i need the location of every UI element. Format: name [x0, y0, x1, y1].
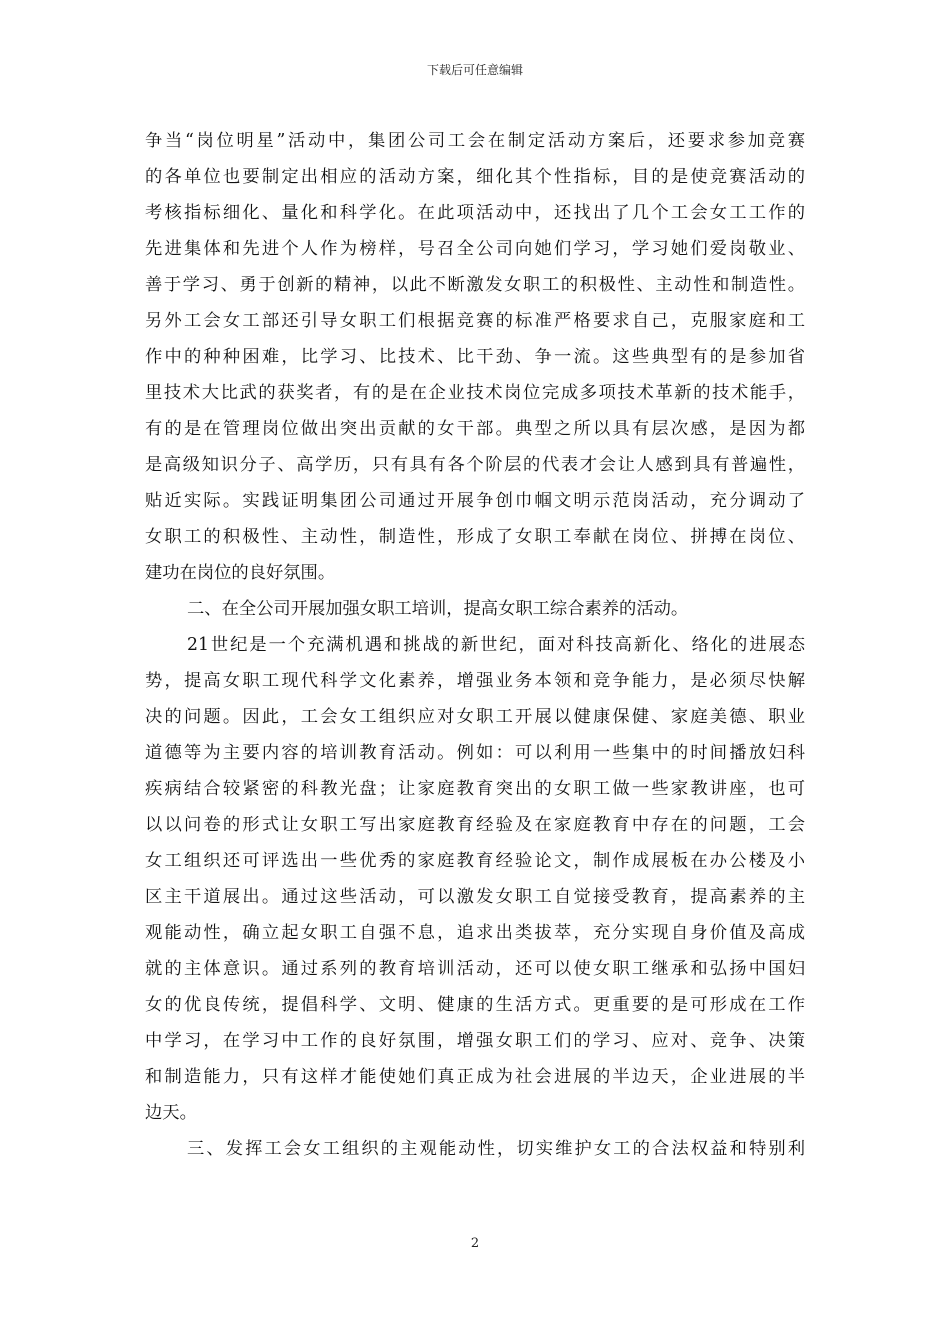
text-line: 女职工的积极性、主动性，制造性，形成了女职工奉献在岗位、拼搏在岗位、 — [145, 527, 805, 547]
text-line: 有的是在管理岗位做出突出贡献的女干部。典型之所以具有层次感，是因为都 — [145, 419, 805, 439]
section-heading: 二、在全公司开展加强女职工培训，提高女职工综合素养的活动。 — [187, 599, 689, 619]
page-number: 2 — [470, 1236, 480, 1251]
text-line: 善于学习、勇于创新的精神，以此不断激发女职工的积极性、主动性和制造性。 — [145, 275, 805, 295]
text-line: 势，提高女职工现代科学文化素养，增强业务本领和竞争能力，是必须尽快解 — [145, 671, 805, 691]
text-line: 区主干道展出。通过这些活动，可以激发女职工自觉接受教育，提高素养的主 — [145, 887, 805, 907]
text-line: 观能动性，确立起女职工自强不息，追求出类拔萃，充分实现自身价值及高成 — [145, 923, 805, 943]
text-line: 和制造能力，只有这样才能使她们真正成为社会进展的半边天，企业进展的半 — [145, 1067, 805, 1087]
text-line: 争当“岗位明星”活动中，集团公司工会在制定活动方案后，还要求参加竞赛 — [145, 131, 805, 151]
text-line: 先进集体和先进个人作为榜样，号召全公司向她们学习，学习她们爱岗敬业、 — [145, 239, 805, 259]
text-line: 道德等为主要内容的培训教育活动。例如：可以利用一些集中的时间播放妇科 — [145, 743, 805, 763]
text-line: 女工组织还可评选出一些优秀的家庭教育经验论文，制作成展板在办公楼及小 — [145, 851, 805, 871]
text-line: 里技术大比武的获奖者，有的是在企业技术岗位完成多项技术革新的技术能手， — [145, 383, 805, 403]
section-heading: 三、发挥工会女工组织的主观能动性，切实维护女工的合法权益和特别利 — [187, 1139, 805, 1159]
text-line: 考核指标细化、量化和科学化。在此项活动中，还找出了几个工会女工工作的 — [145, 203, 805, 223]
text-line: 中学习，在学习中工作的良好氛围，增强女职工们的学习、应对、竞争、决策 — [145, 1031, 805, 1051]
text-line: 另外工会女工部还引导女职工们根据竞赛的标准严格要求自己，克服家庭和工 — [145, 311, 805, 331]
page-header: 下载后可任意编辑 — [426, 63, 523, 77]
text-line: 的各单位也要制定出相应的活动方案，细化其个性指标，目的是使竞赛活动的 — [145, 167, 805, 187]
text-line: 贴近实际。实践证明集团公司通过开展争创巾帼文明示范岗活动，充分调动了 — [145, 491, 805, 511]
text-line: 疾病结合较紧密的科教光盘；让家庭教育突出的女职工做一些家教讲座，也可 — [145, 779, 805, 799]
text-line: 作中的种种困难，比学习、比技术、比干劲、争一流。这些典型有的是参加省 — [145, 347, 805, 367]
text-line: 女的优良传统，提倡科学、文明、健康的生活方式。更重要的是可形成在工作 — [145, 995, 805, 1015]
text-line: 以以问卷的形式让女职工写出家庭教育经验及在家庭教育中存在的问题，工会 — [145, 815, 805, 835]
text-line: 是高级知识分子、高学历，只有具有各个阶层的代表才会让人感到具有普遍性， — [145, 455, 805, 475]
text-line: 边天。 — [145, 1103, 197, 1123]
text-line: 就的主体意识。通过系列的教育培训活动，还可以使女职工继承和弘扬中国妇 — [145, 959, 805, 979]
document-body — [145, 123, 805, 1167]
text-line: 建功在岗位的良好氛围。 — [145, 563, 336, 583]
text-line: 决的问题。因此，工会女工组织应对女职工开展以健康保健、家庭美德、职业 — [145, 707, 805, 727]
text-line: 21世纪是一个充满机遇和挑战的新世纪，面对科技高新化、络化的进展态 — [187, 635, 805, 655]
